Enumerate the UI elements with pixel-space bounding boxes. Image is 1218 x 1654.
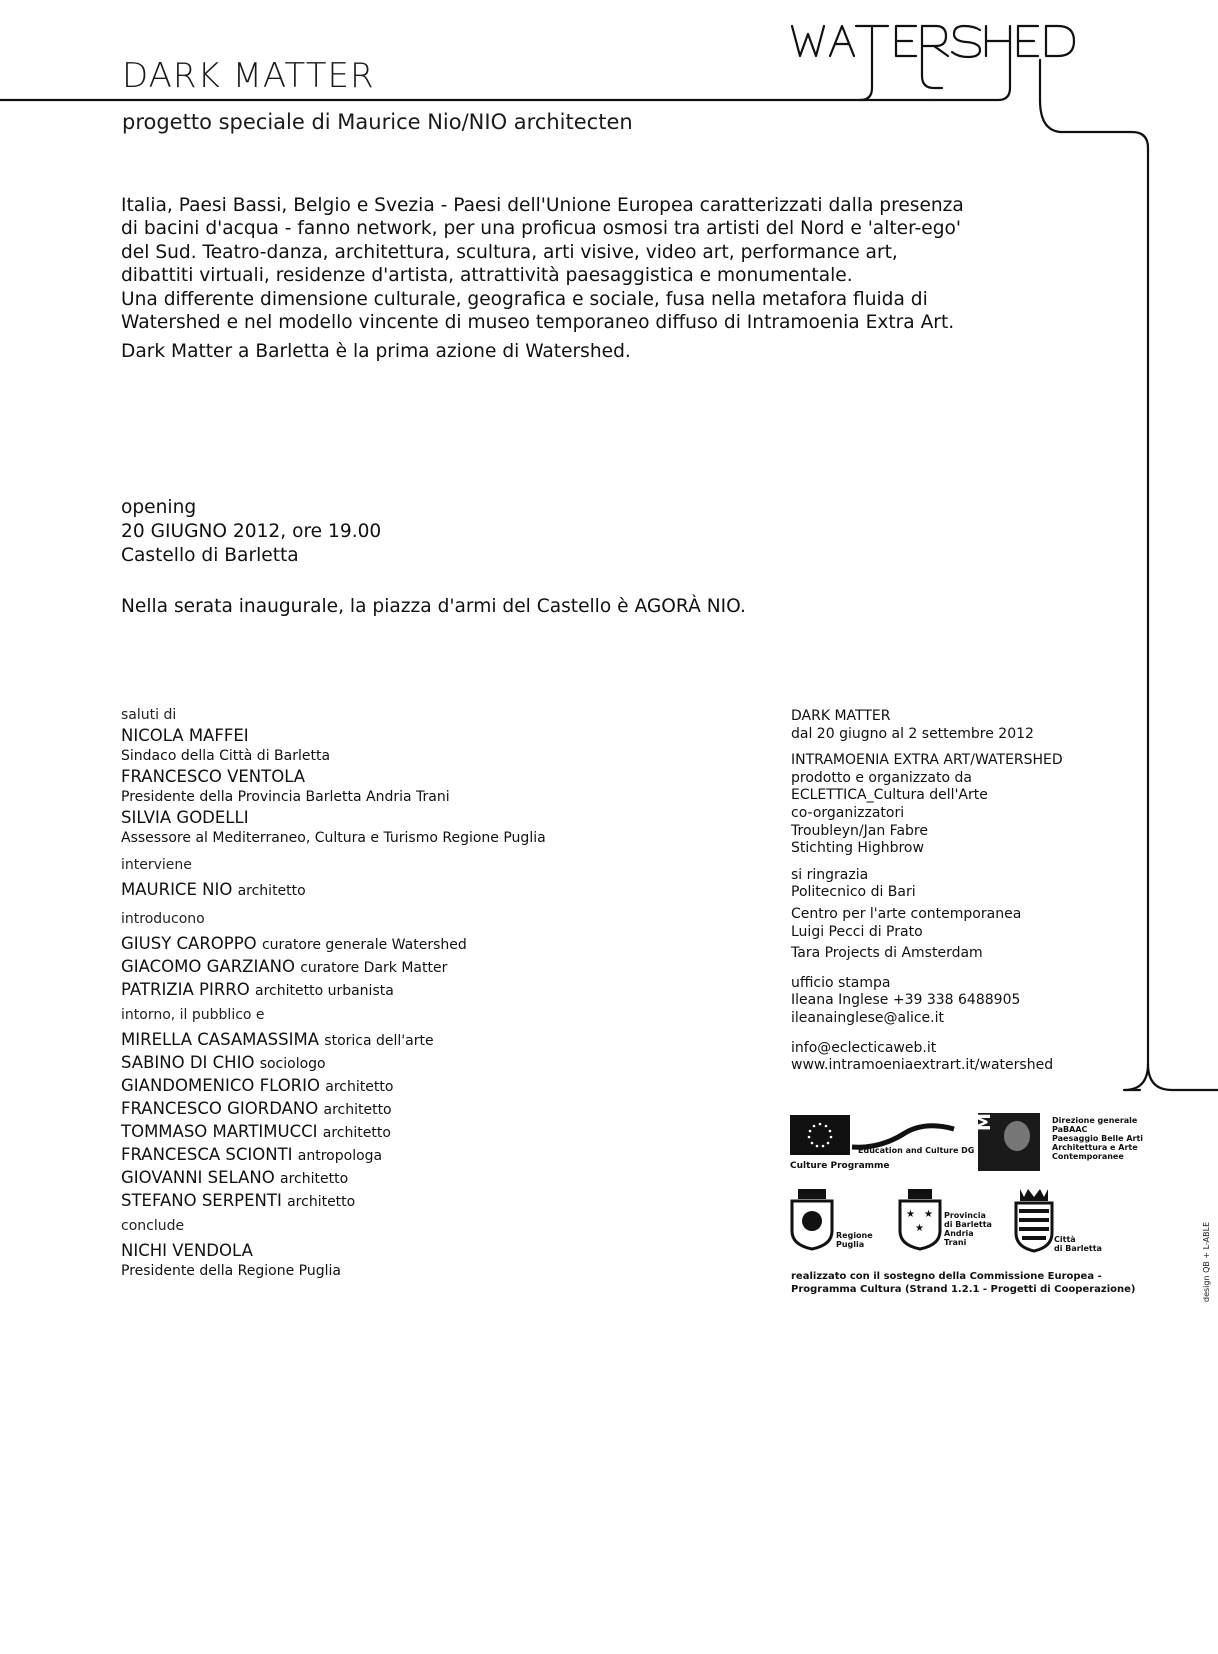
mibac-line: Architettura e Arte <box>1052 1143 1138 1152</box>
speaker-role: storica dell'arte <box>324 1033 434 1049</box>
speaker-role: curatore generale Watershed <box>261 937 467 953</box>
speaker-entry <box>121 1075 741 1098</box>
speaker-entry <box>121 933 741 956</box>
thanks-line: Luigi Pecci di Prato <box>791 923 923 940</box>
regione-text <box>836 1231 873 1249</box>
page-title: DARK MATTER <box>122 56 375 96</box>
mibac-line: Contemporanee <box>1052 1152 1124 1161</box>
provincia-line: Provincia <box>944 1211 986 1220</box>
speaker-role: architetto <box>323 1102 392 1118</box>
speaker-entry <box>121 979 741 1002</box>
eu-flag-icon <box>790 1115 850 1155</box>
regione-line: Puglia <box>836 1240 865 1249</box>
contact-email-link[interactable]: info@eclecticaweb.it <box>791 1039 937 1056</box>
provincia-text <box>944 1211 992 1247</box>
mibac-text <box>1052 1116 1143 1161</box>
speaker-name: NICOLA MAFFEI <box>121 726 249 745</box>
speaker-name: FRANCESCA SCIONTI <box>121 1145 293 1164</box>
design-credit: design QB + L-ABLE <box>1202 1221 1211 1302</box>
speaker-name: NICHI VENDOLA <box>121 1241 253 1260</box>
press-email-link[interactable]: ileanainglese@alice.it <box>791 1009 944 1026</box>
speaker-entry <box>121 1052 741 1075</box>
intro-line: di bacini d'acqua - fanno network, per una proficua osmosi tra artisti del Nord e 'alter-ego' <box>121 218 961 240</box>
intro-line: Watershed e nel modello vincente di museo temporaneo diffuso di Intramoenia Extra Art. <box>121 312 955 334</box>
speaker-name: FRANCESCO VENTOLA <box>121 767 306 786</box>
citta-line: Città <box>1054 1235 1076 1244</box>
speaker-role: Assessore al Mediterraneo, Cultura e Turismo Regione Puglia <box>121 830 546 846</box>
speaker-role: architetto urbanista <box>255 983 394 999</box>
mibac-line: Direzione generale <box>1052 1116 1138 1125</box>
speaker-role: sociologo <box>259 1056 326 1072</box>
svg-text:★: ★ <box>915 1223 924 1234</box>
citta-text <box>1054 1235 1102 1253</box>
speaker-entry <box>121 1121 741 1144</box>
mibac-logo-icon <box>974 1066 1040 1171</box>
intro-line: Una differente dimensione culturale, geografica e sociale, fusa nella metafora fluida di <box>121 288 928 310</box>
speaker-entry <box>121 1098 741 1121</box>
speaker-name: TOMMASO MARTIMUCCI <box>121 1122 318 1141</box>
funding-disclaimer <box>791 1271 1135 1296</box>
svg-text:★: ★ <box>906 1209 915 1220</box>
speaker-name: SILVIA GODELLI <box>121 808 249 827</box>
press-line: Ileana Inglese +39 338 6488905 <box>791 992 1021 1009</box>
speaker-role: Presidente della Regione Puglia <box>121 1263 341 1279</box>
speaker-role: architetto <box>325 1079 394 1095</box>
speaker-role: architetto <box>280 1171 349 1187</box>
intro-closing: Dark Matter a Barletta è la prima azione di Watershed. <box>121 341 631 363</box>
thanks-line: Centro per l'arte contemporanea <box>791 905 1022 922</box>
provincia-line: di Barletta <box>944 1220 992 1229</box>
info-column <box>791 708 1121 1084</box>
mibac-line: Paesaggio Belle Arti <box>1052 1134 1144 1143</box>
mibac-mark: MiBAC <box>974 1066 995 1131</box>
mibac-line: PaBAAC <box>1052 1125 1088 1134</box>
speaker-name: GIACOMO GARZIANO <box>121 957 295 976</box>
page-subtitle: progetto speciale di Maurice Nio/NIO architecten <box>122 110 633 134</box>
intro-line: Italia, Paesi Bassi, Belgio e Svezia - Paesi dell'Unione Europea caratterizzati dalla presenza <box>121 195 964 216</box>
speaker-role: Sindaco della Città di Barletta <box>121 748 331 764</box>
opening-place: Castello di Barletta <box>121 545 299 566</box>
provincia-line: Trani <box>944 1238 967 1247</box>
opening-block <box>121 496 381 568</box>
interviene-label: interviene <box>121 857 192 873</box>
event-title: DARK MATTER <box>791 708 891 724</box>
speaker-name: GIANDOMENICO FLORIO <box>121 1076 320 1095</box>
org-line: ECLETTICA_Cultura dell'Arte <box>791 787 988 804</box>
speaker-name: GIOVANNI SELANO <box>121 1168 275 1187</box>
thanks-line: si ringrazia <box>791 866 869 883</box>
svg-text:★: ★ <box>924 1209 933 1220</box>
disclaimer-line: Programma Cultura (Strand 1.2.1 - Progetti di Cooperazione) <box>791 1283 1136 1295</box>
press-line: ufficio stampa <box>791 974 891 991</box>
speaker-name: GIUSY CAROPPO <box>121 934 257 953</box>
speaker-name: MAURICE NIO <box>121 880 233 899</box>
speaker-role: antropologa <box>297 1148 383 1164</box>
speaker-role: architetto <box>237 883 306 899</box>
speaker-name: FRANCESCO GIORDANO <box>121 1099 319 1118</box>
speaker-name: SABINO DI CHIO <box>121 1053 255 1072</box>
speaker-role: curatore Dark Matter <box>300 960 448 976</box>
intro-line: del Sud. Teatro-danza, architettura, scultura, arti visive, video art, performance art, <box>121 241 898 263</box>
speaker-name: PATRIZIA PIRRO <box>121 980 250 999</box>
citta-crest-icon <box>1014 1187 1054 1253</box>
speaker-role: Presidente della Provincia Barletta Andria Trani <box>121 789 450 805</box>
thanks-line: Politecnico di Bari <box>791 884 916 901</box>
speaker-role: architetto <box>322 1125 391 1141</box>
regione-line: Regione <box>836 1231 873 1240</box>
conclude-label: conclude <box>121 1218 185 1234</box>
disclaimer-line: realizzato con il sostegno della Commissione Europea - <box>791 1271 1102 1282</box>
opening-label: opening <box>121 497 197 518</box>
eu-caption: Education and Culture DG <box>858 1146 975 1155</box>
provincia-line: Andria <box>944 1229 974 1238</box>
speaker-name: STEFANO SERPENTI <box>121 1191 282 1210</box>
org-line: prodotto e organizzato da <box>791 769 972 786</box>
speaker-entry <box>121 879 741 902</box>
provincia-crest-icon <box>898 1187 942 1251</box>
watershed-logo-text <box>0 0 1 1</box>
intorno-label: intorno, il pubblico e <box>121 1007 265 1023</box>
regione-puglia-crest-icon <box>790 1187 834 1251</box>
speaker-entry <box>121 1167 741 1190</box>
website-link[interactable]: www.intramoeniaextrart.it/watershed <box>791 1057 1054 1074</box>
thanks-line: Tara Projects di Amsterdam <box>791 945 983 962</box>
speaker-name: MIRELLA CASAMASSIMA <box>121 1030 320 1049</box>
intro-line: dibattiti virtuali, residenze d'artista, attrattività paesaggistica e monumentale. <box>121 265 853 287</box>
org-line: Troubleyn/Jan Fabre <box>791 822 928 839</box>
intro-text <box>121 194 1061 364</box>
speaker-entry <box>121 1190 741 1213</box>
saluti-label: saluti di <box>121 707 177 723</box>
speaker-entry <box>121 1029 741 1052</box>
org-title: INTRAMOENIA EXTRA ART/WATERSHED <box>791 752 1063 769</box>
opening-note: Nella serata inaugurale, la piazza d'armi del Castello è AGORÀ NIO. <box>121 596 746 617</box>
eu-programme: Culture Programme <box>790 1161 890 1171</box>
citta-line: di Barletta <box>1054 1244 1102 1253</box>
org-line: Stichting Highbrow <box>791 840 924 857</box>
speaker-entry <box>121 956 741 979</box>
program-column <box>121 706 741 1281</box>
speaker-role: architetto <box>287 1194 356 1210</box>
org-line: co-organizzatori <box>791 804 905 821</box>
event-dates: dal 20 giugno al 2 settembre 2012 <box>791 725 1034 742</box>
speaker-entry <box>121 1144 741 1167</box>
opening-date: 20 GIUGNO 2012, ore 19.00 <box>121 521 382 542</box>
introducono-label: introducono <box>121 911 205 927</box>
